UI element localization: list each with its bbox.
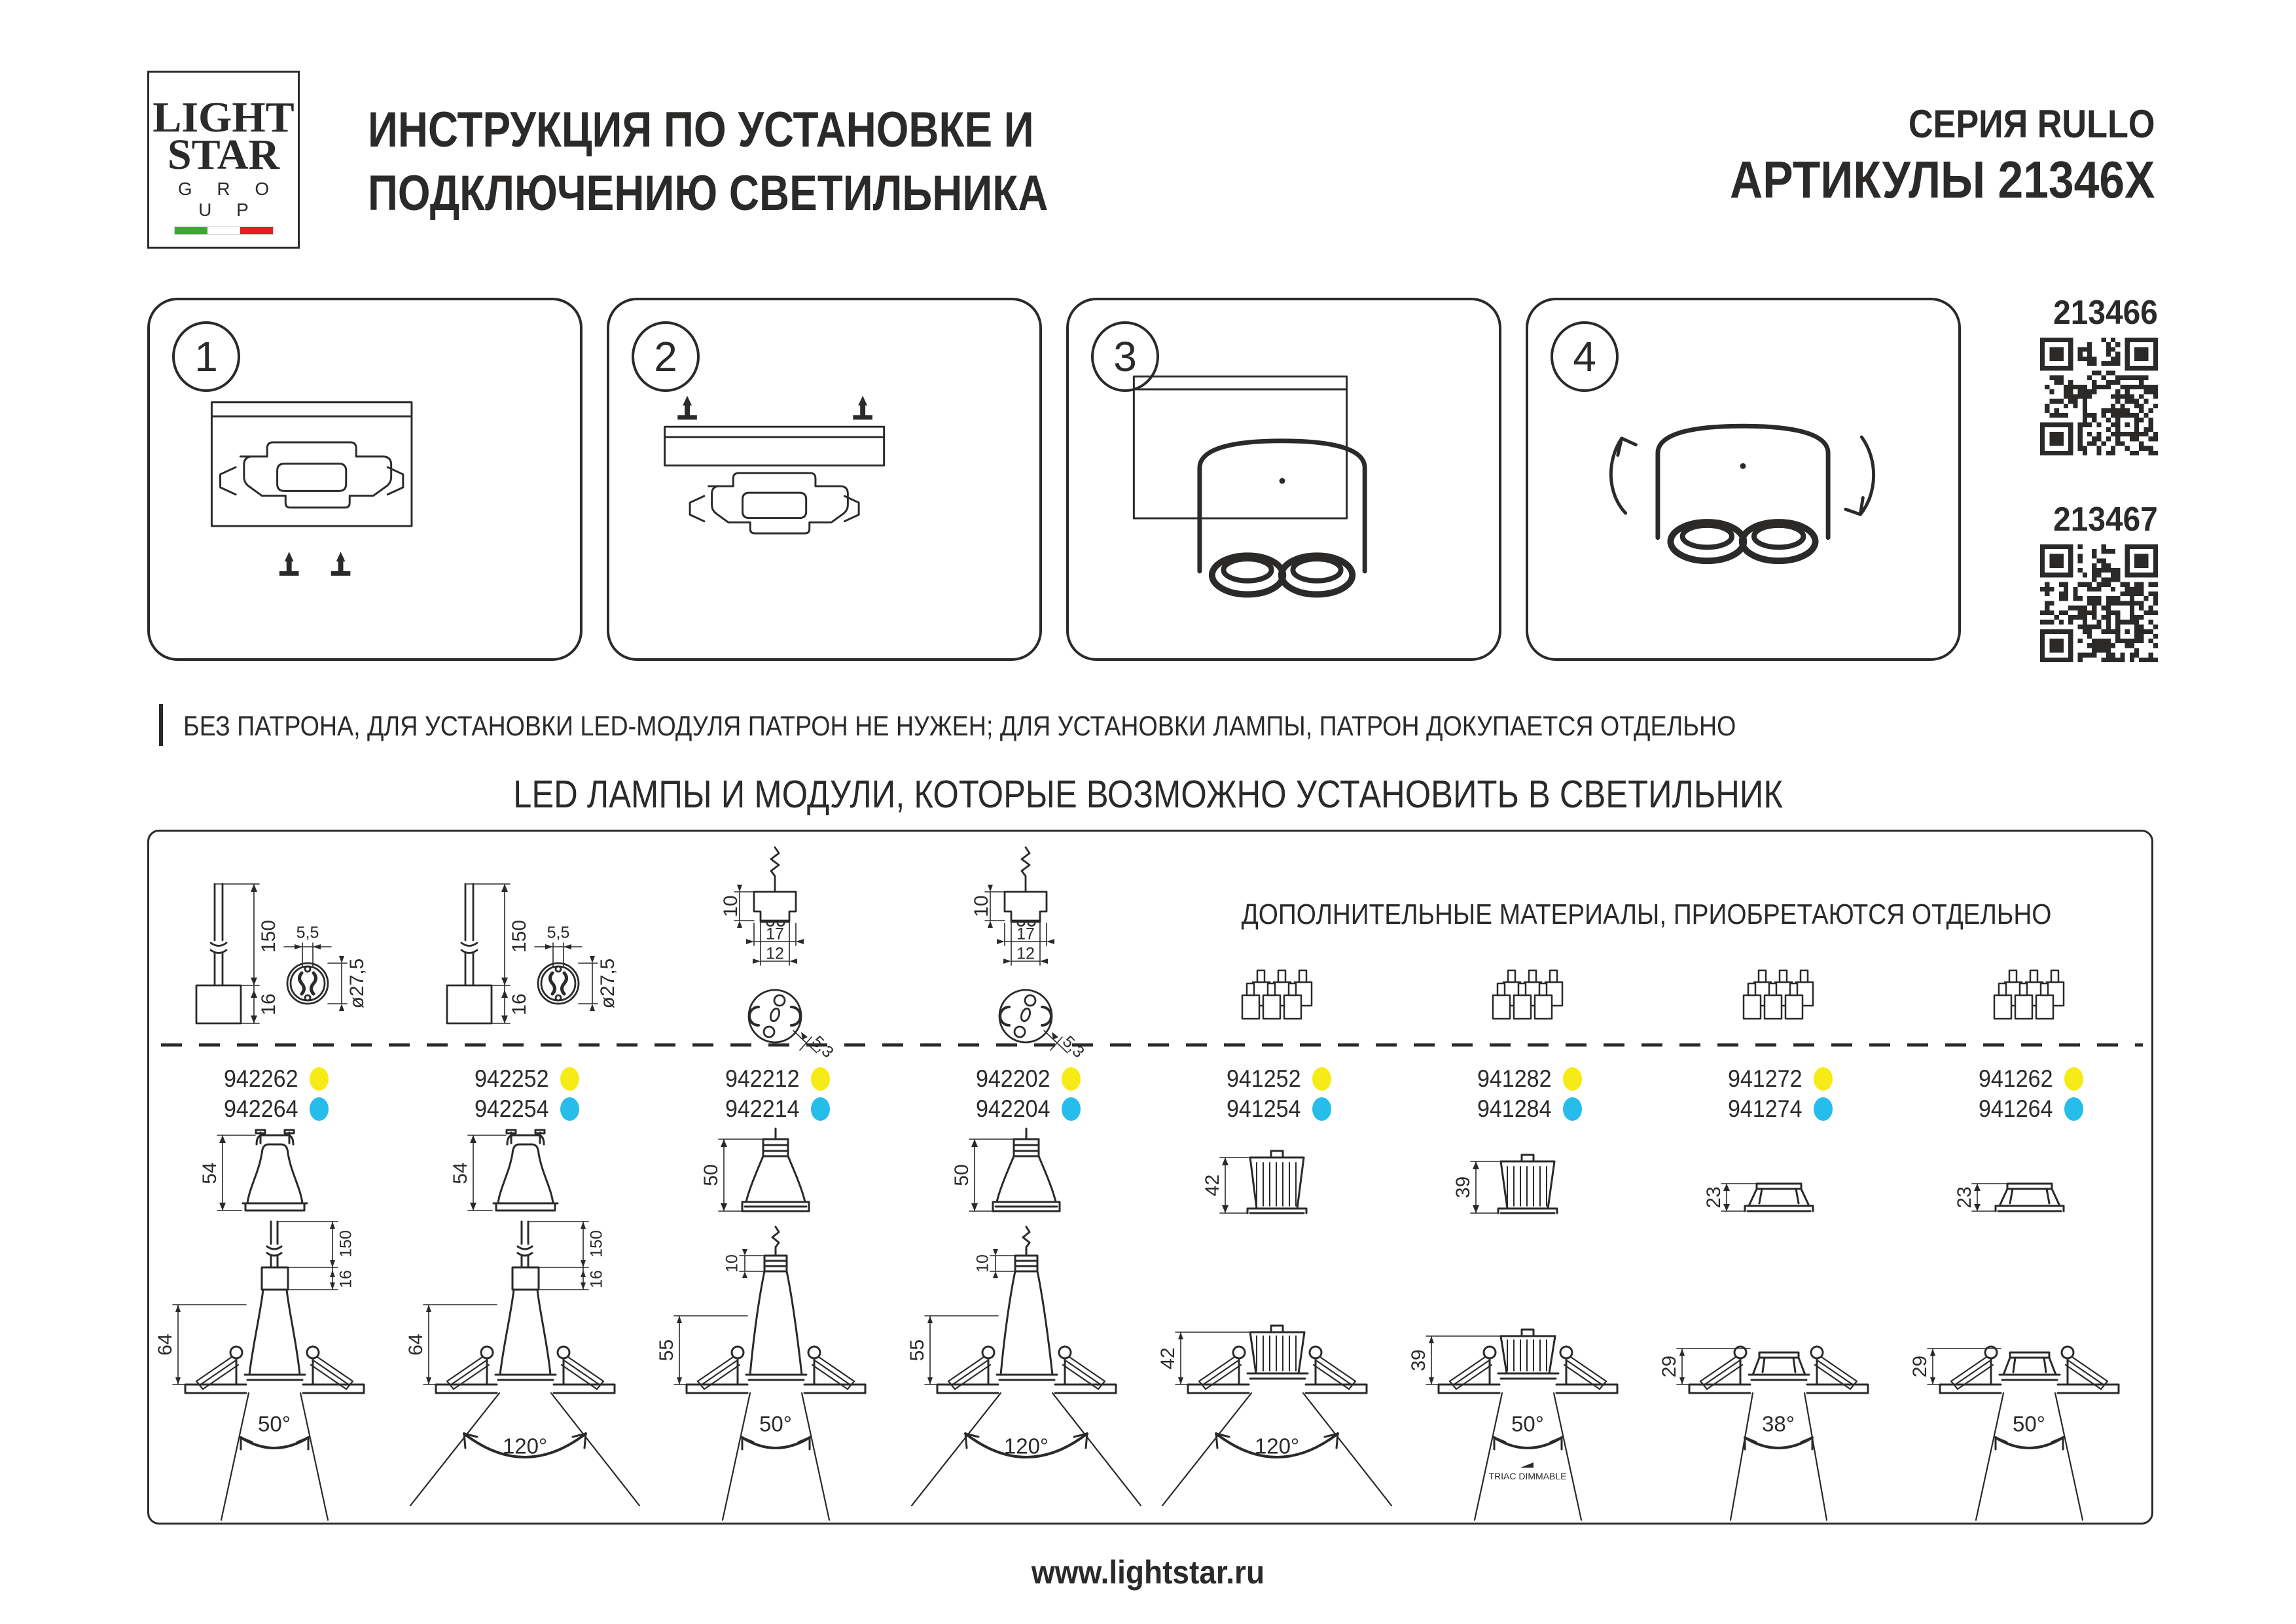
install-module-drawing [1403,1218,1653,1525]
qr-code-icon [2040,338,2158,455]
mr16-lamp-drawing [651,1127,901,1219]
dim-label: ø27,5 [596,958,619,1009]
dim-label: 5,5 [547,923,570,942]
dim-label: 29 [1909,1355,1931,1378]
led-compatibility-panel [147,830,2153,1525]
color-temp-dot-yellow [1312,1067,1331,1091]
install-drawing-cell [400,1218,651,1525]
article-code: 941284 [1477,1095,1552,1122]
install-step-panel-1 [147,298,583,661]
dim-label: 29 [1658,1355,1680,1378]
gu10-socket-cell [149,845,400,1080]
dim-label: 39 [1407,1349,1429,1371]
lamp-drawing-cell [901,1127,1152,1219]
step-number: 1 [194,333,218,380]
article-row [471,1096,579,1122]
install-drawing-cell [149,1218,400,1525]
terminal-block-cell [1230,962,1323,1023]
mr16-socket-drawing [651,841,901,1076]
ring-lamp-drawing [1904,1127,2155,1219]
dim-label: 10 [973,1254,992,1273]
article-row [973,1096,1080,1122]
install-step-panel-4 [1526,298,1961,661]
terminal-block-icon [1732,962,1825,1023]
install-drawing-cell [1403,1218,1653,1525]
article-code: 942252 [475,1065,549,1092]
article-code: 942204 [976,1095,1050,1122]
dim-label: 54 [449,1162,471,1184]
dim-label: 38° [1762,1411,1795,1436]
italian-flag-icon [174,226,274,235]
step-1-drawing [150,300,580,658]
article-row [1474,1066,1581,1092]
color-temp-dot-cyan [1312,1097,1331,1121]
article-numbers [1653,1066,1904,1126]
install-drawing-cell [1653,1218,1904,1525]
dim-label: 120° [1254,1434,1300,1458]
color-temp-dot-yellow [560,1067,579,1091]
step-3-drawing [1069,300,1499,658]
dim-label: 23 [1702,1186,1725,1209]
article-numbers [901,1066,1152,1126]
article-numbers [1904,1066,2155,1126]
lightstar-logo [147,71,300,249]
materials-note: ДОПОЛНИТЕЛЬНЫЕ МАТЕРИАЛЫ, ПРИОБРЕТАЮТСЯ ОТДЕЛЬНО [1241,898,2052,930]
article-code: 941272 [1728,1065,1803,1092]
terminal-block-cell [1982,962,2075,1023]
article-row [1223,1096,1331,1122]
flag-stripe [207,227,240,234]
article-row [722,1096,829,1122]
article-numbers [400,1066,651,1126]
article-row [1223,1066,1331,1092]
terminal-block-icon [1230,962,1323,1023]
lamp-drawing-cell [1403,1127,1653,1219]
dim-label: 12 [1016,944,1035,963]
article-row [221,1096,328,1122]
flag-stripe [175,227,207,234]
article-numbers [1152,1066,1403,1126]
page-title-line2: ПОДКЛЮЧЕНИЮ СВЕТИЛЬНИКА [368,166,1049,221]
page-title [368,98,1048,225]
article-row [722,1066,829,1092]
article-row [1975,1096,2083,1122]
dim-label: 50° [2013,1411,2045,1436]
color-temp-dot-cyan [1563,1097,1582,1121]
article-row [1474,1096,1581,1122]
terminal-block-icon [1982,962,2075,1023]
dim-label: ø27,5 [346,958,368,1009]
article-row [973,1066,1080,1092]
dim-label: 64 [404,1333,427,1356]
dim-label: 50 [950,1164,973,1186]
dim-label: 12 [766,944,784,963]
mr16-lamp-drawing [901,1127,1152,1219]
dim-label: 5,3 [808,1032,838,1062]
dim-label: 120° [1003,1434,1049,1458]
color-temp-dot-yellow [1563,1067,1582,1091]
dim-label: 42 [1157,1347,1179,1369]
color-temp-dot-cyan [310,1097,329,1121]
dim-label: 10 [723,1254,742,1273]
lamp-drawing-cell [400,1127,651,1219]
dim-label: 150 [257,919,279,953]
articles-title: АРТИКУЛЫ 21346X [1729,150,2155,209]
lamp-drawing-cell [149,1127,400,1219]
article-numbers [651,1066,901,1126]
module-lamp-drawing [1152,1127,1403,1219]
article-row [221,1066,328,1092]
section-title: LED ЛАМПЫ И МОДУЛИ, КОТОРЫЕ ВОЗМОЖНО УСТАНОВИТЬ В СВЕТИЛЬНИК [513,773,1783,816]
article-code: 942264 [224,1095,298,1122]
color-temp-dot-yellow [1062,1067,1081,1091]
terminal-block-cell [1481,962,1574,1023]
install-drawing-cell [901,1218,1152,1525]
lamp-drawing-cell [651,1127,901,1219]
step-4-drawing [1528,300,1958,658]
dim-label: 55 [906,1339,928,1362]
step-number: 4 [1573,333,1596,380]
mr16-socket-drawing [901,841,1152,1076]
dim-label: 50 [700,1164,722,1186]
install-drawing-cell [1152,1218,1403,1525]
ring-lamp-drawing [1653,1127,1904,1219]
dim-label: 64 [154,1333,176,1356]
gu10-socket-drawing [400,845,651,1080]
dim-label: 10 [719,895,742,917]
dim-label: 16 [587,1270,606,1288]
dim-label: 54 [198,1162,221,1184]
dim-label: 16 [336,1270,355,1288]
qr-article-number: 213467 [2053,501,2158,538]
dim-label: 16 [257,993,279,1015]
logo-word-light: LIGHT [152,94,295,141]
color-temp-dot-cyan [2064,1097,2083,1121]
article-row [1725,1096,1832,1122]
dim-label: 10 [970,895,992,917]
color-temp-dot-cyan [811,1097,830,1121]
qr-code-icon [2040,544,2158,662]
article-code: 941254 [1227,1095,1301,1122]
install-ring-drawing [1653,1218,1904,1525]
step-2-drawing [609,300,1039,658]
article-code: 942254 [475,1095,549,1122]
article-code: 941252 [1227,1065,1301,1092]
color-temp-dot-yellow [2064,1067,2083,1091]
dim-label: 50° [1511,1411,1544,1436]
lamp-drawing-cell [1653,1127,1904,1219]
note-text: БЕЗ ПАТРОНА, ДЛЯ УСТАНОВКИ LED-МОДУЛЯ ПАТРОН НЕ НУЖЕН; ДЛЯ УСТАНОВКИ ЛАМПЫ, ПАТРОН ДОКУПАЕТСЯ ОТДЕЛЬНО [183,711,1736,742]
color-temp-dot-cyan [560,1097,579,1121]
article-code: 942212 [725,1065,800,1092]
lamp-drawing-cell [1152,1127,1403,1219]
dim-label: 50° [258,1411,291,1436]
logo-word-star: STAR [167,131,280,179]
dim-label: 17 [766,925,784,944]
article-code: 941282 [1477,1065,1552,1092]
install-module-drawing [1152,1218,1403,1525]
step-number: 2 [654,333,677,380]
install-mr16-drawing [901,1218,1152,1525]
color-temp-dot-yellow [1814,1067,1833,1091]
qr-article-number: 213466 [2053,294,2158,332]
footer-url: www.lightstar.ru [1031,1554,1265,1591]
step-number: 3 [1113,333,1137,380]
article-code: 941264 [1979,1095,2053,1122]
dim-label: 5,3 [1058,1032,1088,1062]
triac-dimmable-label: TRIAC DIMMABLE [1488,1471,1567,1481]
color-temp-dot-cyan [1814,1097,1833,1121]
dim-label: 150 [587,1230,606,1258]
install-gu10-drawing [400,1218,651,1525]
article-row [1975,1066,2083,1092]
page-title-line1: ИНСТРУКЦИЯ ПО УСТАНОВКЕ И [368,102,1034,158]
article-row [1725,1066,1832,1092]
install-drawing-cell [1904,1218,2155,1525]
article-code: 941262 [1979,1065,2053,1092]
article-code: 942262 [224,1065,298,1092]
dim-label: 55 [655,1339,677,1362]
color-temp-dot-yellow [310,1067,329,1091]
dim-label: 5,5 [296,923,319,942]
dim-label: 42 [1201,1174,1223,1197]
terminal-block-icon [1481,962,1574,1023]
dim-label: 150 [336,1230,355,1258]
dim-label: 50° [759,1411,792,1436]
gu10-socket-drawing [149,845,400,1080]
note-divider [159,704,163,746]
install-step-panel-3 [1066,298,1501,661]
article-row [471,1066,579,1092]
gu10-socket-cell [400,845,651,1080]
dim-label: 23 [1953,1186,1975,1209]
install-step-panel-2 [607,298,1042,661]
install-drawing-cell [651,1218,901,1525]
lamp-drawing-cell [1904,1127,2155,1219]
dim-label: 120° [502,1434,548,1458]
series-title: СЕРИЯ RULLO [1908,102,2155,146]
article-code: 941274 [1728,1095,1803,1122]
logo-word-group: G R O U P [177,179,279,220]
install-ring-drawing [1904,1218,2155,1525]
article-code: 942202 [976,1065,1050,1092]
gu10-lamp-drawing [149,1127,400,1219]
dim-label: 150 [508,919,530,953]
article-numbers [1403,1066,1653,1126]
dim-label: 17 [1016,925,1035,944]
dim-label: 39 [1452,1176,1474,1199]
terminal-block-cell [1732,962,1825,1023]
install-mr16-drawing [651,1218,901,1525]
mr16-socket-cell [651,841,901,1076]
flag-stripe [240,227,273,234]
article-numbers [149,1066,400,1126]
article-code: 942214 [725,1095,800,1122]
install-gu10-drawing [149,1218,400,1525]
module-lamp-drawing [1403,1127,1653,1219]
mr16-socket-cell [901,841,1152,1076]
color-temp-dot-yellow [811,1067,830,1091]
dim-label: 16 [508,993,530,1015]
color-temp-dot-cyan [1062,1097,1081,1121]
series-block [1730,101,2155,212]
gu10-lamp-drawing [400,1127,651,1219]
